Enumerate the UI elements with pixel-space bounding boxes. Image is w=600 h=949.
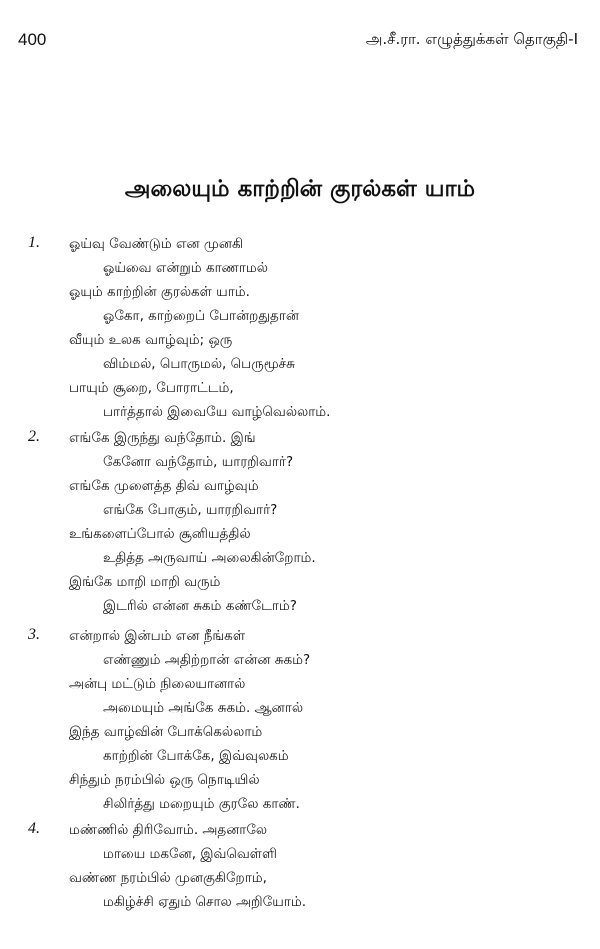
stanza-number: 4. <box>28 820 40 837</box>
poem-line: எண்ணும் அதிற்றான் என்ன சுகம்? <box>103 652 311 668</box>
poem-line: வண்ண நரம்பில் முனகுகிறோம், <box>69 870 267 886</box>
poem-line: ஓய்வை என்றும் காணாமல் <box>103 260 268 276</box>
poem-line: இங்கே மாறி மாறி வரும் <box>69 574 221 590</box>
poem-title: அலையும் காற்றின் குரல்கள் யாம் <box>124 176 476 202</box>
poem-line: மகிழ்ச்சி ஏதும் சொல அறியோம். <box>103 894 307 910</box>
poem-line: எங்கே போகும், யாரறிவார்? <box>103 502 278 518</box>
page-header <box>18 30 578 56</box>
poem-line: உங்களைப்போல் சூனியத்தில் <box>69 526 251 542</box>
stanza-number: 1. <box>28 234 40 251</box>
poem-line: பார்த்தால் இவையே வாழ்வெல்லாம். <box>103 404 331 420</box>
poem-line: அன்பு மட்டும் நிலையானால் <box>69 676 246 692</box>
poem-line: அமையும் அங்கே சுகம். ஆனால் <box>103 700 304 716</box>
poem-line: ஓய்வு வேண்டும் என முனகி <box>69 236 244 252</box>
running-head: அ.சீ.ரா. எழுத்துக்கள் தொகுதி-I <box>365 30 578 48</box>
poem-line: சிந்தும் நரம்பில் ஒரு நொடியில் <box>69 772 260 788</box>
poem-line: வீயும் உலக வாழ்வும்; ஒரு <box>69 332 233 348</box>
poem-line: சிலிர்த்து மறையும் குரலே காண். <box>103 796 300 812</box>
poem-line: ஓயும் காற்றின் குரல்கள் யாம். <box>69 284 250 300</box>
poem-line: எங்கே முளைத்த திவ் வாழ்வும் <box>69 478 259 494</box>
poem-line: எங்கே இருந்து வந்தோம். இங் <box>69 430 256 446</box>
stanza-number: 2. <box>28 428 40 445</box>
poem-line: விம்மல், பொருமல், பெருமூச்சு <box>103 356 295 372</box>
page-number: 400 <box>18 30 47 49</box>
stanza-number: 3. <box>28 626 40 643</box>
poem-line: காற்றின் போக்கே, இவ்வுலகம் <box>103 748 289 764</box>
poem-line: இடரில் என்ன சுகம் கண்டோம்? <box>103 598 297 614</box>
poem-line: இந்த வாழ்வின் போக்கெல்லாம் <box>69 724 263 740</box>
poem-line: ஓகோ, காற்றைப் போன்றதுதான் <box>103 308 299 324</box>
poem-line: உதித்த அருவாய் அலைகின்றோம். <box>103 550 316 566</box>
poem-line: பாயும் சூறை, போராட்டம், <box>69 380 234 396</box>
poem-line: மண்ணில் திரிவோம். அதனாலே <box>69 822 268 838</box>
poem-line: என்றால் இன்பம் என நீங்கள் <box>69 628 245 644</box>
poem-line: மாயை மகனே, இவ்வெள்ளி <box>103 846 277 862</box>
poem-line: கேனோ வந்தோம், யாரறிவார்? <box>103 454 294 470</box>
